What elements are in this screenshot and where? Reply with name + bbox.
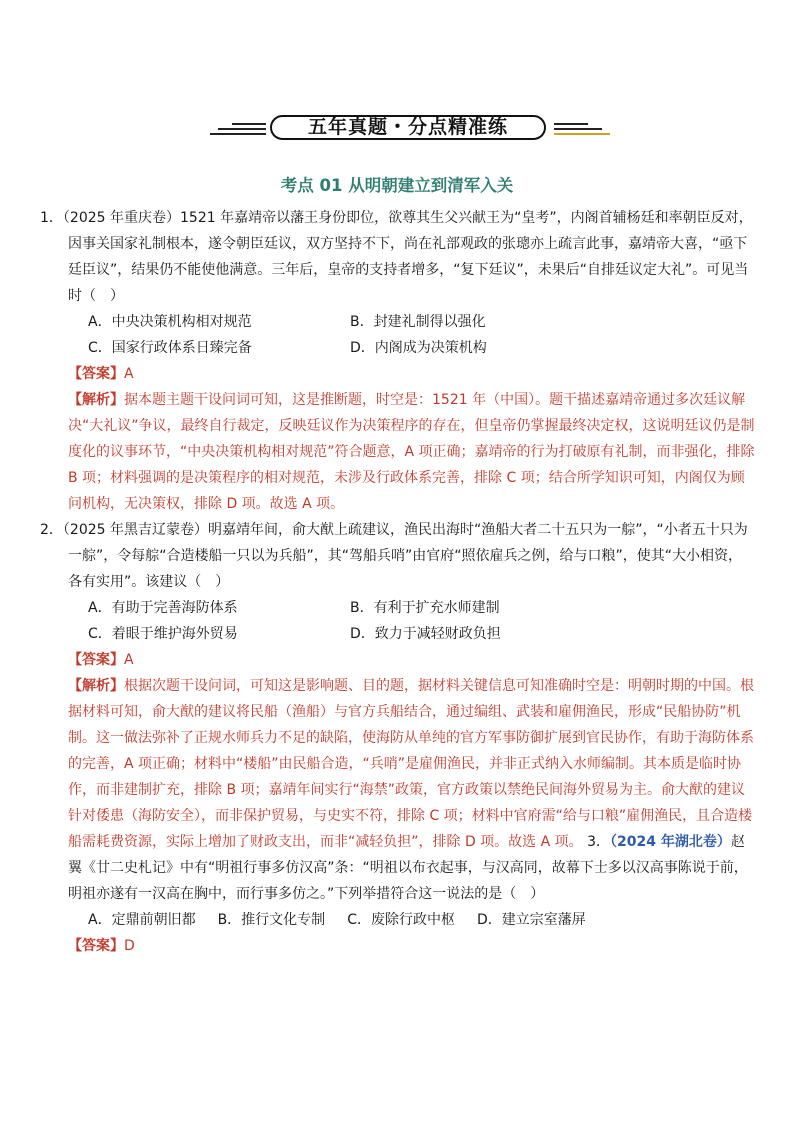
answer-label: 【答案】 xyxy=(68,366,124,382)
analysis-text: 据本题主题干设问词可知，这是推断题，时空是：1521 年（中国）。题干描述嘉靖帝通过多次廷议解决“大礼议”争议，最终自行裁定，反映廷议作为决策程序的存在，但皇帝仍掌握最终决定权，这说明廷议仍是制度化的议事环节，“中央决策机构相对规范”符合题意，A 项正确；嘉靖帝的行为打破原有礼制，而非强化，排除 B 项；材料强调的是决策程序的相对规范，未涉及行政体系完善，排除 C 项；结合所学知识可知，内阁仅为顾问机构，无决策权，排除 D 项。故选 A 项。 xyxy=(68,392,755,512)
option-a: A．定鼎前朝旧都 xyxy=(88,912,196,928)
analysis-text: 根据次题干设问词，可知这是影响题、目的题，据材料关键信息可知准确时空是：明朝时期的中国。根据材料可知，俞大猷的建议将民船（渔船）与官方兵船结合，通过编组、武装和雇佣渔民，形成“民船协防”机制。这一做法弥补了正规水师兵力不足的缺陷，使海防从单纯的官方军事防御扩展到官民协作，有助于海防体系的完善，A 项正确；材料中“楼船”由民船合造，“兵哨”是雇佣渔民，并非正式纳入水师编制。其本质是临时协作，而非建制扩充，排除 B 项；嘉靖年间实行“海禁”政策，官方政策以禁绝民间海外贸易为主。俞大猷的建议针对倭患（海防安全），而非保护贸易，与史实不符，排除 C 项；材料中官府需“给与口粮”雇佣渔民，且合造楼船需耗费资源，实际上增加了财政支出，而非“减轻负担”，排除 D 项。故选 A 项。 xyxy=(68,678,754,850)
question-number: 2． xyxy=(40,522,63,538)
option-d: D．致力于减轻财政负担 xyxy=(350,626,501,642)
answer-label: 【答案】 xyxy=(68,652,124,668)
option-d: D．建立宗室藩屏 xyxy=(476,912,586,928)
analysis-label: 【解析】 xyxy=(68,392,124,408)
question-stem: （2025 年黑吉辽蒙卷）明嘉靖年间，俞大猷上疏建议，渔民出海时“渔船大者二十五只为一䑸”，“小者五十只为一䑸”，令每䑸“合造楼船一只以为兵船”，其“驾船兵哨”由官府“照依雇兵之例，给与口粮”，使其“大小相资，各有实用”。该建议（ ） xyxy=(62,522,748,590)
analysis-paragraph xyxy=(40,387,755,517)
option-list xyxy=(88,335,755,361)
option-c: C．着眼于维护海外贸易 xyxy=(88,626,238,642)
question-stem: （2025 年重庆卷）1521 年嘉靖帝以藩王身份即位，欲尊其生父兴献王为“皇考”，内阁首辅杨廷和率朝臣反对，因事关国家礼制根本，遂令朝臣廷议，双方坚持不下，尚在礼部观政的张璁亦上疏言此事，嘉靖帝大喜，“亟下廷臣议”，结果仍不能使他满意。三年后，皇帝的支持者增多，“复下廷议”，未果后“自排廷议定大礼”。可见当时（ ） xyxy=(62,210,753,304)
question-2 xyxy=(40,517,755,907)
header-banner xyxy=(0,114,794,144)
option-c: C．废除行政中枢 xyxy=(347,912,455,928)
analysis-label: 【解析】 xyxy=(68,678,124,694)
analysis-paragraph xyxy=(40,673,755,907)
option-b: B．封建礼制得以强化 xyxy=(350,314,486,330)
option-a: A．中央决策机构相对规范 xyxy=(88,314,252,330)
question-number: 3． xyxy=(587,834,611,850)
answer-line xyxy=(40,361,755,387)
question-list xyxy=(40,205,755,959)
option-a: A．有助于完善海防体系 xyxy=(88,600,238,616)
answer-line xyxy=(40,933,755,959)
answer-value: A xyxy=(124,652,134,668)
question-number: 1． xyxy=(40,210,63,226)
option-b: B．有利于扩充水师建制 xyxy=(350,600,500,616)
question-source: （2024 年湖北卷） xyxy=(610,834,731,850)
decorative-lines-left xyxy=(210,123,266,135)
option-c: C．国家行政体系日臻完备 xyxy=(88,340,252,356)
section-title: 考点 01 从明朝建立到清军入关 xyxy=(280,176,514,195)
question-stem: 赵翼《廿二史札记》中有“明祖行事多仿汉高”条：“明祖以布衣起事，与汉高同，故幕下士多以汉高事陈说于前，明祖亦遂有一汉高在胸中，而行事多仿之。”下列举措符合这一说法的是（ ） xyxy=(68,834,748,902)
answer-value: A xyxy=(124,366,134,382)
banner-title: 五年真题・分点精准练 xyxy=(270,115,546,140)
option-list xyxy=(88,595,755,621)
option-list xyxy=(88,621,755,647)
answer-line xyxy=(40,647,755,673)
answer-label: 【答案】 xyxy=(68,938,124,954)
answer-value: D xyxy=(124,938,135,954)
question-3 xyxy=(40,907,755,959)
decorative-lines-right xyxy=(554,123,610,135)
option-d: D．内阁成为决策机构 xyxy=(350,340,487,356)
option-list xyxy=(88,907,755,933)
question-1 xyxy=(40,205,755,517)
option-list xyxy=(88,309,755,335)
option-b: B．推行文化专制 xyxy=(217,912,326,928)
